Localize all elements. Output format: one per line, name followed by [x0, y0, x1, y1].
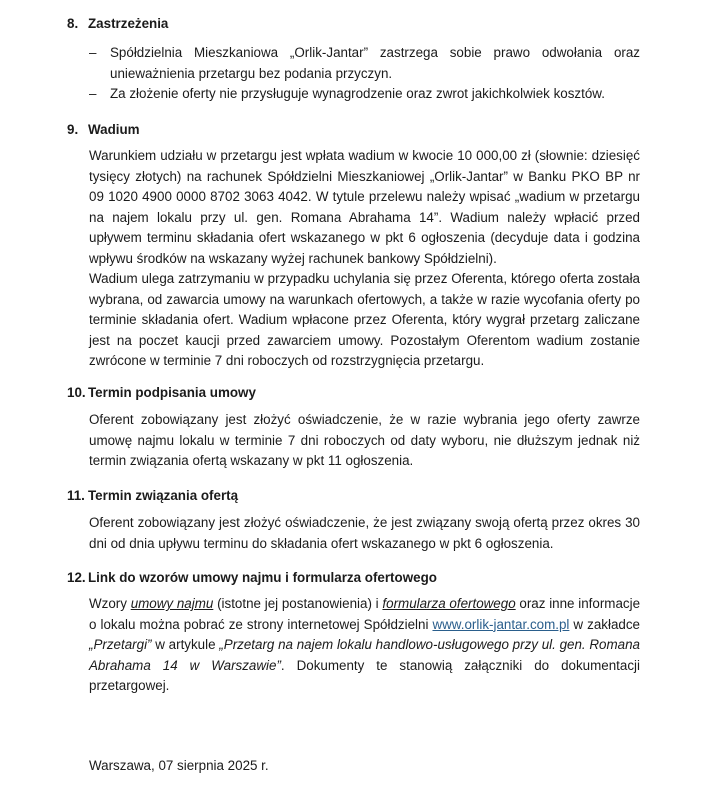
section-title: Link do wzorów umowy najmu i formularza ofertowego	[88, 570, 437, 585]
section-title: Termin podpisania umowy	[88, 385, 256, 400]
tab-name: „Przetargi”	[89, 637, 152, 652]
section-12-heading	[67, 568, 641, 588]
text-run: (istotne jej postanowienia) i	[213, 596, 383, 611]
section-title: Termin związania ofertą	[88, 488, 239, 503]
section-title: Zastrzeżenia	[88, 16, 169, 31]
section-10-heading	[67, 383, 641, 403]
section-number: 12.	[67, 570, 86, 585]
section-number: 10.	[67, 385, 86, 400]
section-title: Wadium	[88, 122, 140, 137]
paragraph: Oferent zobowiązany jest złożyć oświadczenie, że w razie wybrania jego oferty zawrze umowę najmu lokalu w terminie 7 dni roboczych od daty wyboru, nie dłuższym jednak niż termin związania ofertą wskazany w pkt 11 ogłoszenia.	[89, 412, 640, 468]
paragraph: Oferent zobowiązany jest złożyć oświadczenie, że jest związany swoją ofertą przez okres 30 dni od dnia upływu terminu do składania ofert wskazanego w pkt 6 ogłoszenia.	[89, 515, 640, 551]
list-item	[89, 43, 640, 84]
lease-agreement-link[interactable]: umowy najmu	[130, 596, 214, 611]
section-number: 11.	[67, 488, 85, 503]
text-run: . Dokumenty te stanowią załączniki do dokumentacji przetargowej.	[89, 657, 640, 693]
section-8-heading	[67, 14, 641, 34]
offer-form-link[interactable]: formularza ofertowego	[382, 596, 516, 611]
list-item-text: Spółdzielnia Mieszkaniowa „Orlik-Jantar” zastrzega sobie prawo odwołania oraz unieważnienia przetargu bez podania przyczyn.	[110, 45, 640, 81]
text-run: w artykule	[151, 637, 220, 652]
list-item-text: Za złożenie oferty nie przysługuje wynagrodzenie oraz zwrot jakichkolwiek kosztów.	[110, 86, 605, 101]
website-link[interactable]: www.orlik-jantar.com.pl	[432, 616, 570, 632]
paragraph: Warunkiem udziału w przetargu jest wpłata wadium w kwocie 10 000,00 zł (słownie: dziesięć tysięcy złotych) na rachunek Spółdzielni Mieszkaniowej „Orlik-Jantar” w Banku PKO BP nr 09 1020 4900 0000 8702 3063 4042. W tytule przelewu należy wpisać „wadium w przetargu na najem lokalu przy ul. gen. Romana Abrahama 14”. Wadium należy wpłacić przed upływem terminu składania ofert wskazanego w pkt 6 ogłoszenia (decyduje data i godzina wpływu środków na wskazany wyżej rachunek bankowy Spółdzielni).	[89, 148, 640, 266]
dash-bullet-icon: –	[89, 45, 97, 60]
dash-bullet-icon: –	[89, 86, 97, 101]
section-8-list	[89, 43, 640, 105]
text-run: Wzory	[89, 596, 131, 611]
section-number: 9.	[67, 122, 79, 137]
section-number: 8.	[67, 16, 79, 31]
text-run: oraz inne informacje o lokalu można pobrać ze strony internetowej Spółdzielni	[89, 596, 641, 632]
paragraph	[89, 594, 640, 697]
list-item	[89, 84, 640, 105]
section-9-body	[89, 146, 640, 372]
section-11-body	[89, 513, 640, 554]
section-11-heading	[67, 486, 641, 506]
paragraph: Wadium ulega zatrzymaniu w przypadku uchylania się przez Oferenta, którego oferta została wybrana, od zawarcia umowy na warunkach ofertowych, a także w razie wycofania oferty po terminie składania ofert. Wadium wpłacone przez Oferenta, który wygrał przetarg zaliczane jest na poczet kaucji przed zawarciem umowy. Pozostałym Oferentom wadium zostanie zwrócone w terminie 7 dni roboczych od rozstrzygnięcia przetargu.	[89, 271, 640, 368]
place-and-date: Warszawa, 07 sierpnia 2025 r.	[89, 758, 269, 773]
section-9-heading	[67, 120, 641, 140]
section-10-body	[89, 410, 640, 472]
section-12-body	[89, 594, 640, 697]
article-title: „Przetarg na najem lokalu handlowo-usługowego przy ul. gen. Romana Abrahama 14 w Warszawie”	[89, 637, 641, 673]
text-run: w zakładce	[569, 616, 640, 632]
